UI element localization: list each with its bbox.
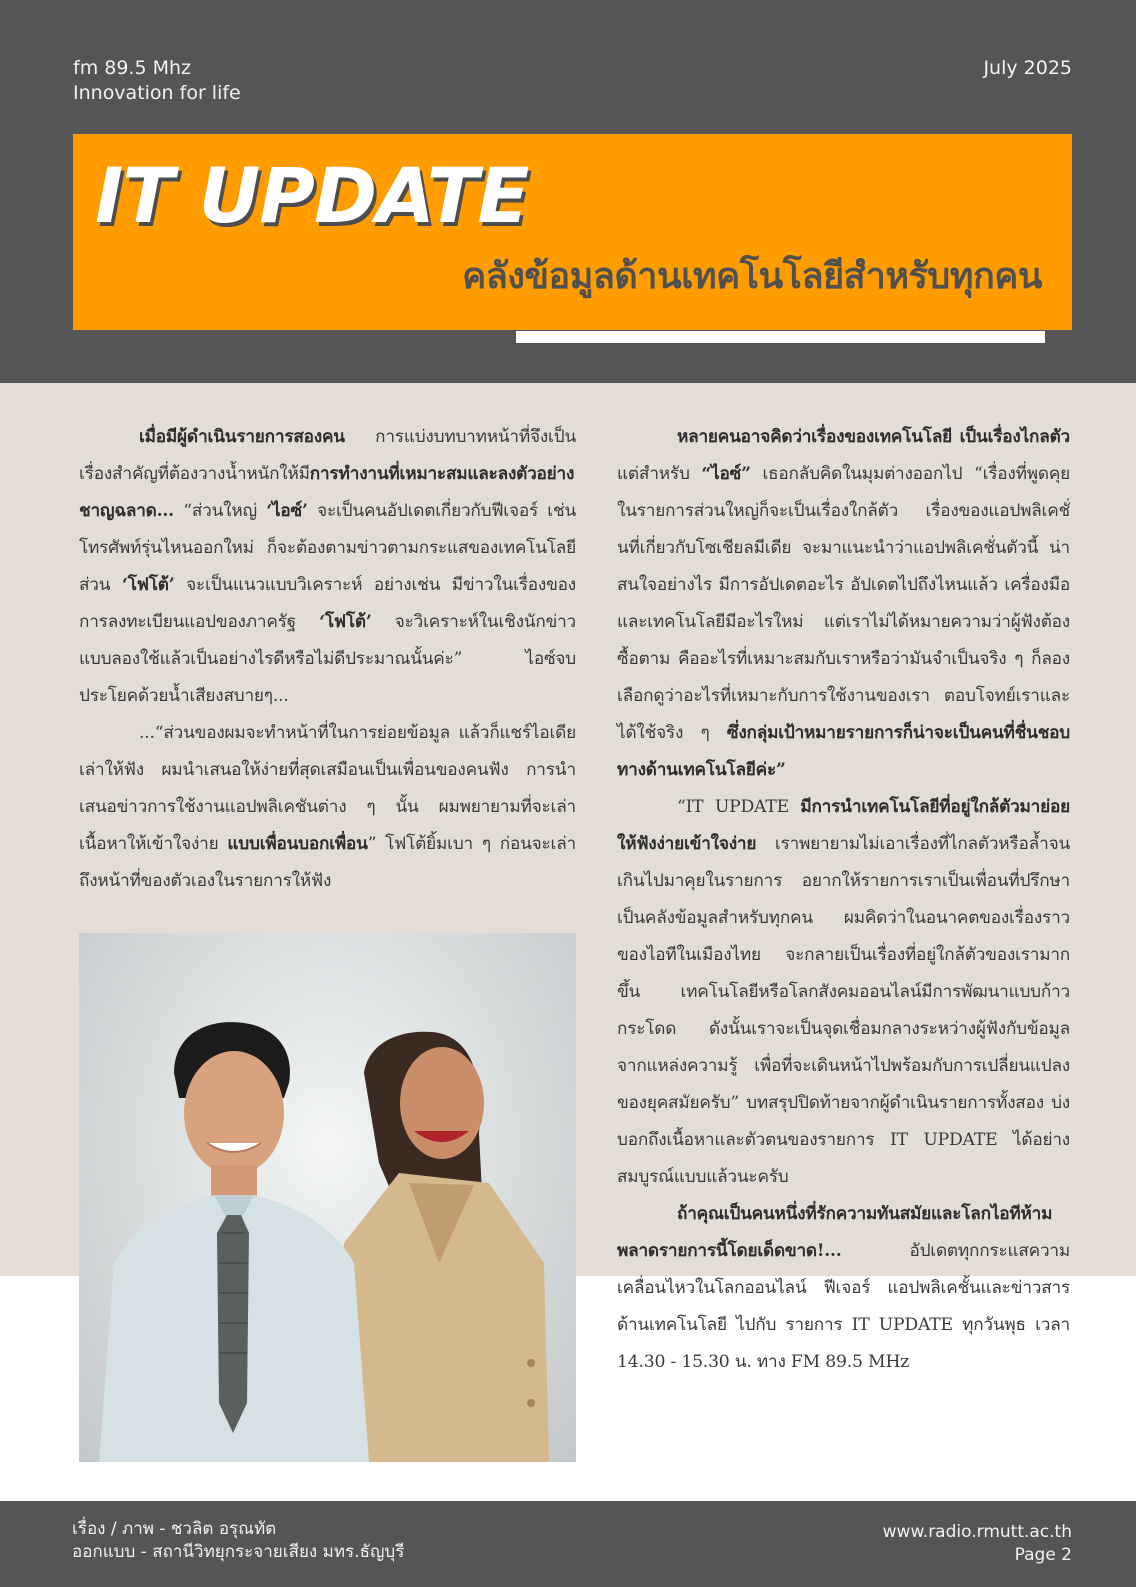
bold-text: หลายคนอาจคิดว่าเรื่องของเทคโนโลยี เป็นเรื่องไกลตัว [677,427,1070,447]
article-paragraph [617,789,1070,1196]
body-text: จะเป็นคนอัปเดตเกี่ยวกับฟีเจอร์ เช่น โทรศัพท์รุ่นไหนออกใหม่ ก็จะต้องตามข่าวตามกระแสของเทคโนโลยี ส่วน [79,501,576,595]
body-text: จะเป็นแนวแบบวิเคราะห์ อย่างเช่น มีข่าวในเรื่องของการลงทะเบียนแอปของภาครัฐ [79,575,576,632]
bold-text: ถ้าคุณเป็นคนหนึ่งที่รักความทันสมัยและโลกไอทีห้ามพลาดรายการนี้โดยเด็ดขาด!... [617,1204,1053,1261]
design-credit: ออกแบบ - สถานีวิทยุกระจายเสียง มทร.ธัญบุรี [72,1542,405,1562]
page-subtitle: คลังข้อมูลด้านเทคโนโลยีสำหรับทุกคน [462,256,1042,297]
body-text: ” โฟโต้ยิ้มเบา ๆ ก่อนจะเล่าถึงหน้าที่ของตัวเองในรายการให้ฟัง [79,834,577,891]
body-text: เธอกลับคิดในมุมต่างออกไป “เรื่องที่พูดคุยในรายการส่วนใหญ่ก็จะเป็นเรื่องใกล้ตัว เรื่องของแอปพลิเคชั่นที่เกี่ยวกับโซเชียลมีเดีย จะมาแนะนำว่าแอปพลิเคชั่นตัวนี้ น่าสนใจอย่างไร มีการอัปเดตอะไร อัปเดตไปถึงไหนแล้ว เครื่องมือและเทคโนโลยีมีอะไรใหม่ แต่เราไม่ได้หมายความว่าผู้ฟังต้องซื้อตาม คืออะไรที่เหมาะสมกับเราหรือว่ามันจำเป็นจริง ๆ ก็ลองเลือกดูว่าอะไรที่เหมาะกับการใช้งานของเรา ตอบโจทย์เราและได้ใช้จริง ๆ [617,464,1070,743]
footer-bar [0,1501,1136,1587]
bold-text: ‘โฟโต้’ [121,575,175,595]
body-text: ...“ส่วนของผมจะทำหน้าที่ในการย่อยข้อมูล แล้วก็แชร์ไอเดีย เล่าให้ฟัง ผมนำเสนอให้ง่ายที่สุดเสมือนเป็นเพื่อนของคนฟัง การนำเสนอข่าวการใช้งานแอปพลิเคชันต่าง ๆ นั้น ผมพยายามที่จะเล่าเนื้อหาให้เข้าใจง่าย [79,723,576,854]
page-number: Page 2 [1014,1545,1072,1565]
station-info [73,56,241,106]
page-title: IT UPDATE [95,151,529,240]
issue-date: July 2025 [983,57,1072,79]
body-text: จะวิเคราะห์ในเชิงนักข่าว แบบลองใช้แล้วเป็นอย่างไรดีหรือไม่ดีประมาณนั้นค่ะ” ไอซ์จบประโยคด้วยน้ำเสียงสบายๆ... [79,612,577,706]
article-paragraph [617,419,1070,789]
hosts-illustration [79,933,576,1462]
bold-text: ‘โฟโต้’ [319,612,372,632]
header-bar [0,0,1136,383]
station-slogan: Innovation for life [73,82,241,104]
bold-text: การทำงานที่เหมาะสมและลงตัวอย่างชาญฉลาด... [79,464,575,521]
body-text: เราพยายามไม่เอาเรื่องที่ไกลตัวหรือล้ำจนเกินไปมาคุยในรายการ อยากให้รายการเราเป็นเพื่อนที่ปรึกษา เป็นคลังข้อมูลสำหรับทุกคน ผมคิดว่าในอนาคตของเรื่องราวของไอทีในเมืองไทย จะกลายเป็นเรื่องที่อยู่ใกล้ตัวของเรามากขึ้น เทคโนโลยีหรือโลกสังคมออนไลน์มีการพัฒนาแบบก้าวกระโดด ดังนั้นเราจะเป็นจุดเชื่อมกลางระหว่างผู้ฟังกับข้อมูลจากแหล่งความรู้ เพื่อที่จะเดินหน้าไปพร้อมกับการเปลี่ยนแปลงของยุคสมัยครับ” บทสรุปปิดท้ายจากผู้ดำเนินรายการทั้งสอง บ่งบอกถึงเนื้อหาและตัวตนของรายการ IT UPDATE ได้อย่างสมบูรณ์แบบแล้วนะครับ [617,834,1070,1187]
body-text: อัปเดตทุกกระแสความเคลื่อนไหวในโลกออนไลน์ ฟีเจอร์ แอปพลิเคชั้นและข่าวสารด้านเทคโนโลยี ไปกับ รายการ IT UPDATE ทุกวันพุธ เวลา 14.30 - 15.30 น. ทาง FM 89.5 MHz [617,1241,1070,1372]
credits [72,1518,404,1564]
article-paragraph [79,715,576,900]
website-link[interactable]: www.radio.rmutt.ac.th [882,1522,1072,1542]
body-text: “ส่วนใหญ่ [173,501,267,521]
article-right-column [617,419,1070,1381]
bold-text: “ไอซ์” [701,464,751,484]
bold-text: ‘ไอซ์’ [266,501,308,521]
body-text: แต่สำหรับ [617,464,702,484]
body-text: “IT UPDATE [677,797,801,817]
title-banner [73,134,1072,330]
story-photo-credit: เรื่อง / ภาพ - ชวลิต อรุณทัต [72,1519,277,1539]
station-frequency: fm 89.5 Mhz [73,57,191,79]
bold-text: มีการนำเทคโนโลยีที่อยู่ใกล้ตัวมาย่อยให้ฟังง่ายเข้าใจง่าย [617,797,1070,854]
article-left-column [79,419,576,900]
article-paragraph [79,419,576,715]
body-text: การแบ่งบทบาทหน้าที่จึงเป็นเรื่องสำคัญที่ต้องวางน้ำหนักให้มี [79,427,576,484]
hosts-photo [79,933,576,1462]
article-paragraph [617,1196,1070,1381]
bold-text: ซึ่งกลุ่มเป้าหมายรายการก็น่าจะเป็นคนที่ชื่นชอบทางด้านเทคโนโลยีค่ะ” [617,723,1070,780]
bold-text: เมื่อมีผู้ดำเนินรายการสองคน [139,427,345,447]
bold-text: แบบเพื่อนบอกเพื่อน [227,834,368,854]
site-info [883,1521,1072,1567]
banner-underline [516,331,1045,343]
